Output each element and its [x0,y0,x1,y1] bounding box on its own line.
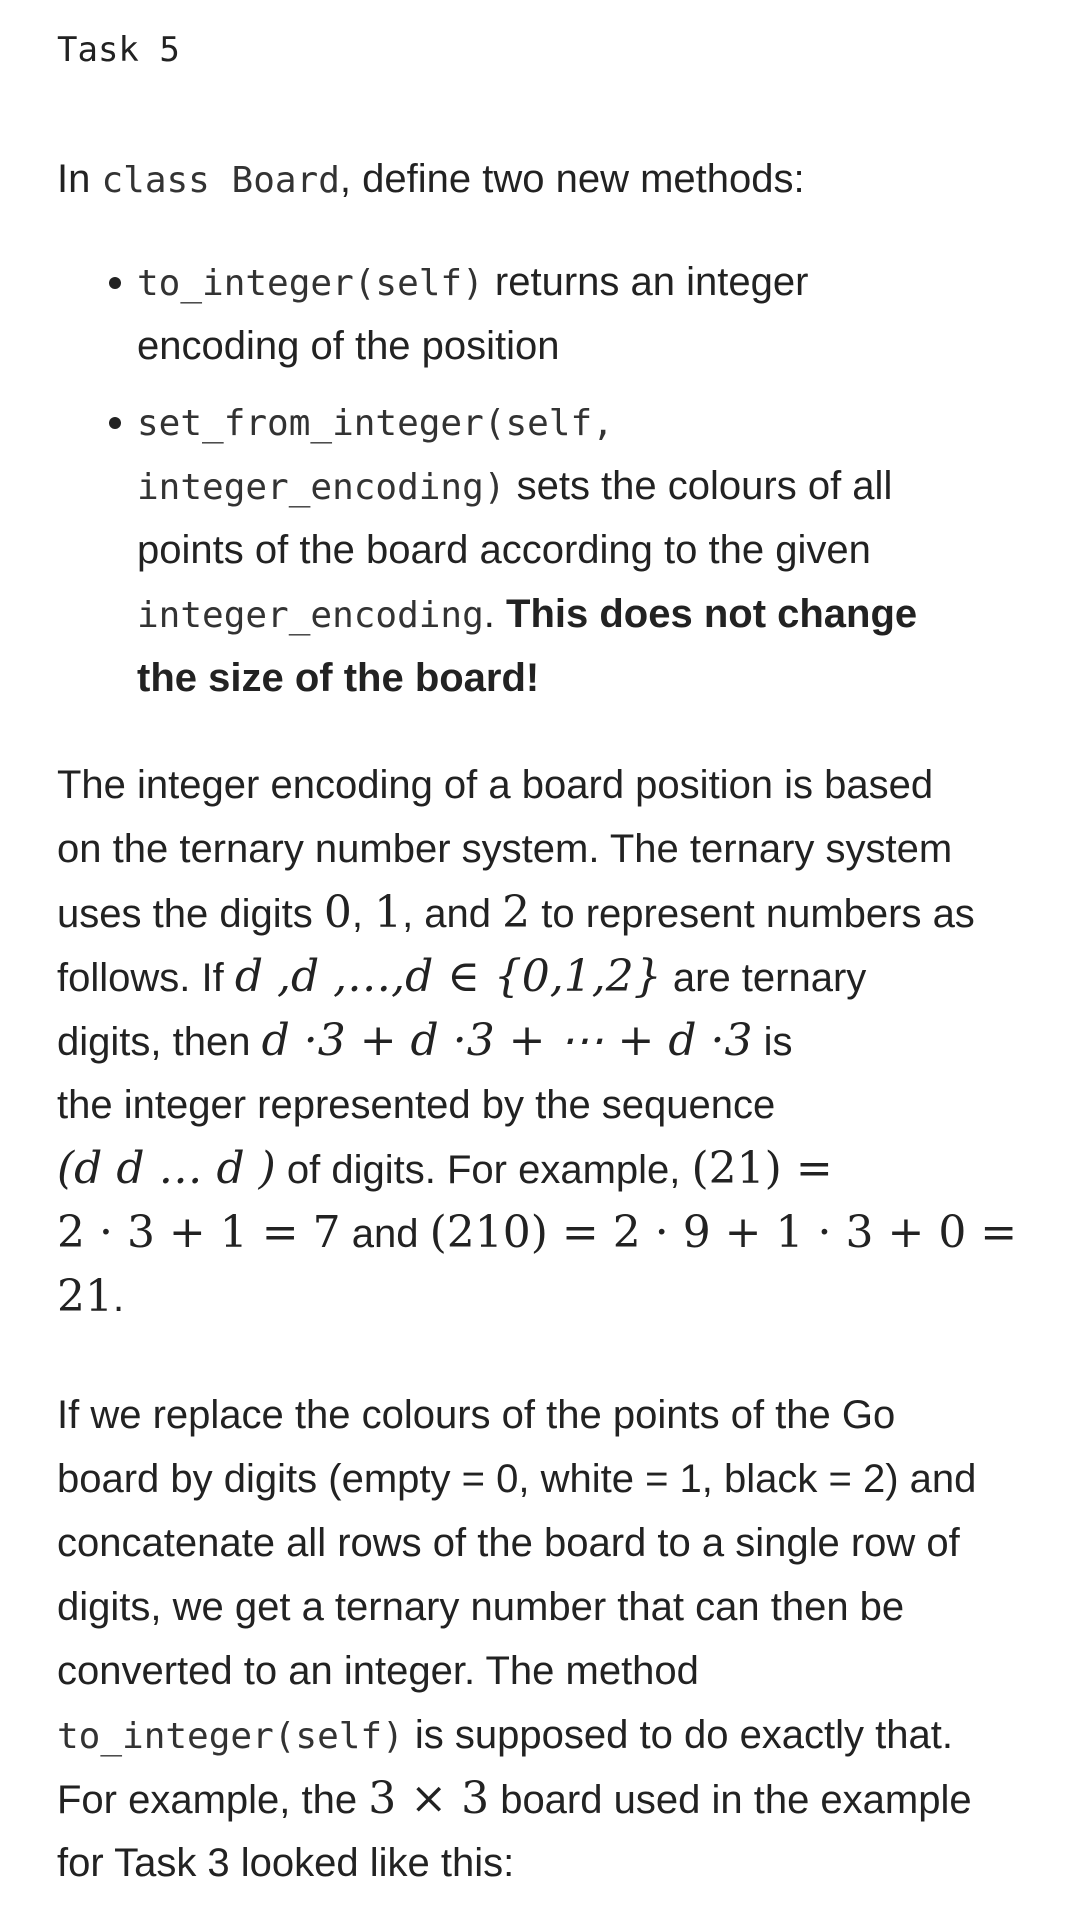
text-run: . [113,1276,125,1320]
method-item-set-from-integer [137,390,1037,710]
text-run: digits, then [57,1020,262,1064]
digit-set-math: d ,d ,…,d ∈ {0,1,2} [234,951,662,1002]
ternary-line-9 [57,1265,124,1330]
set-from-integer-code: set_from_integer(self, [137,403,614,444]
example-calc-math: 2 · 3 + 1 = 7 [57,1207,341,1258]
to-integer-code: to_integer(self) [57,1716,404,1757]
text-run: follows. If [57,956,235,1000]
ternary-line-4 [57,945,866,1010]
equals-math: = [781,1143,833,1194]
text-run: to represent numbers as [530,892,975,936]
example-calc-math-2: (210) = 2 · 9 + 1 · 3 + 0 = [429,1207,1018,1258]
set-from-integer-code-cont: integer_encoding) [137,467,506,508]
method-description-line: encoding of the position [137,324,560,368]
ternary-line-5 [57,1009,793,1074]
replace-line-5: converted to an integer. The method [57,1649,699,1693]
bullet-icon [109,277,121,289]
bold-warning: This does not change [506,592,918,636]
example-math: (21) [691,1143,782,1194]
task-heading: Task 5 [57,30,180,70]
methods-list [137,250,1037,722]
replace-line-8: for Task 3 looked like this: [57,1841,515,1885]
text-run: board used in the example [489,1778,972,1822]
digit-math: 0 [323,887,352,938]
punctuation: . [483,592,507,636]
ternary-line-7 [57,1137,833,1202]
text-run: is supposed to do exactly that. [403,1713,953,1757]
bold-warning-line: the size of the board! [137,656,540,700]
replace-line-4: digits, we get a ternary number that can then be [57,1585,905,1629]
bullet-icon [109,417,121,429]
replace-line-3: concatenate all rows of the board to a single row of [57,1521,960,1565]
text-run: , [351,892,375,936]
digit-sequence-math: (d d … d ) [57,1143,276,1194]
ternary-line-2: on the ternary number system. The ternary system [57,827,953,871]
text-run: For example, the [57,1778,369,1822]
method-description: returns an integer [483,260,809,304]
class-board-code: class Board [101,160,340,201]
intro-prefix: In [57,157,91,201]
text-run: , and [402,892,503,936]
ternary-line-8 [57,1201,1017,1266]
text-run: uses the digits [57,892,324,936]
ternary-line-3 [57,881,975,946]
integer-encoding-code: integer_encoding [137,595,484,636]
ternary-line-6: the integer represented by the sequence [57,1083,776,1127]
text-run: are ternary [661,956,867,1000]
method-description-line: points of the board according to the given [137,528,871,572]
replace-line-2: board by digits (empty = 0, white = 1, black = 2) and [57,1457,977,1501]
board-size-math: 3 × 3 [368,1773,490,1824]
sum-formula-math: d ·3 + d ·3 + ⋯ + d ·3 [261,1015,753,1066]
replace-line-7 [57,1767,972,1832]
digit-math: 2 [502,887,531,938]
method-item-to-integer [137,250,1037,378]
intro-paragraph [57,147,805,213]
replace-line-1: If we replace the colours of the points of the Go [57,1393,896,1437]
digit-math: 1 [374,887,403,938]
text-run: of digits. For example, [275,1148,692,1192]
ternary-line-1: The integer encoding of a board position is based [57,763,934,807]
replace-line-6 [57,1703,953,1769]
text-run: and [340,1212,430,1256]
method-description: sets the colours of all [505,464,893,508]
text-run: is [752,1020,793,1064]
intro-suffix: , define two new methods: [339,157,805,201]
result-math: 21 [57,1271,113,1322]
to-integer-code: to_integer(self) [137,263,484,304]
